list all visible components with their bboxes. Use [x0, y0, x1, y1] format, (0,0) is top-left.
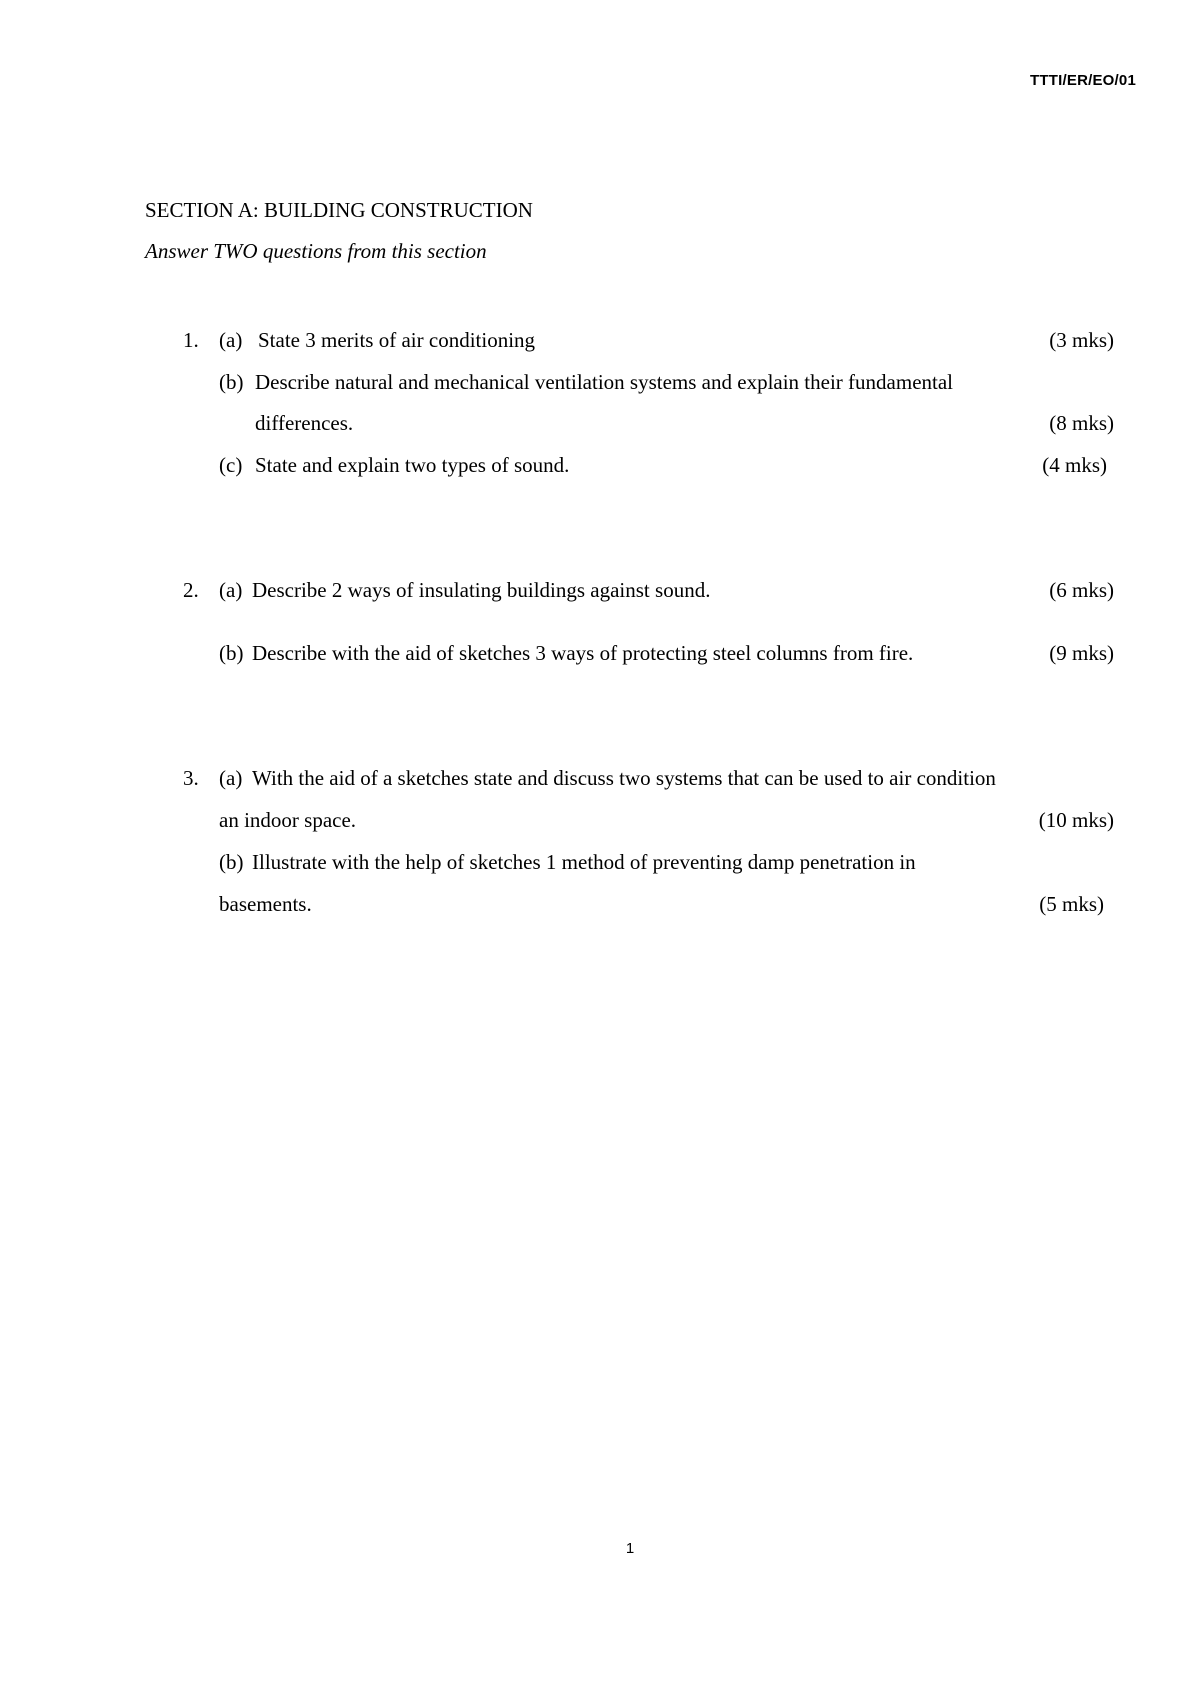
- part-marks: (9 mks): [1049, 641, 1114, 665]
- part-marks: (10 mks): [1038, 808, 1114, 832]
- part-marks: (3 mks): [1049, 328, 1114, 352]
- part-label: (c): [219, 453, 243, 477]
- part-text: Describe 2 ways of insulating buildings against sound.: [252, 578, 711, 602]
- part-marks: (4 mks): [1042, 453, 1107, 477]
- part-marks: (8 mks): [1049, 411, 1114, 435]
- part-text: State 3 merits of air conditioning: [258, 328, 536, 352]
- section-instruction: Answer TWO questions from this section: [145, 239, 487, 263]
- part-text: State and explain two types of sound.: [255, 453, 570, 477]
- page-number: 1: [625, 1540, 635, 1557]
- part-marks: (5 mks): [1039, 892, 1104, 916]
- part-text: Describe with the aid of sketches 3 ways of protecting steel columns from fire.: [252, 641, 914, 665]
- part-marks: (6 mks): [1049, 578, 1114, 602]
- part-text: With the aid of a sketches state and discuss two systems that can be used to air condition: [252, 766, 996, 790]
- document-reference-code: TTTI/ER/EO/01: [1030, 72, 1136, 89]
- part-label: (a): [219, 578, 243, 602]
- section-title: SECTION A: BUILDING CONSTRUCTION: [145, 198, 533, 222]
- part-text-continued: differences.: [255, 411, 354, 435]
- part-label: (a): [219, 766, 243, 790]
- part-text: Illustrate with the help of sketches 1 method of preventing damp penetration in: [252, 850, 916, 874]
- question-number: 1.: [183, 328, 199, 352]
- question-number: 2.: [183, 578, 199, 602]
- part-text-continued: an indoor space.: [219, 808, 357, 832]
- part-label: (a): [219, 328, 243, 352]
- part-label: (b): [219, 850, 244, 874]
- question-number: 3.: [183, 766, 199, 790]
- part-label: (b): [219, 370, 244, 394]
- part-label: (b): [219, 641, 244, 665]
- part-text-continued: basements.: [219, 892, 312, 916]
- part-text: Describe natural and mechanical ventilation systems and explain their fundamental: [255, 370, 954, 394]
